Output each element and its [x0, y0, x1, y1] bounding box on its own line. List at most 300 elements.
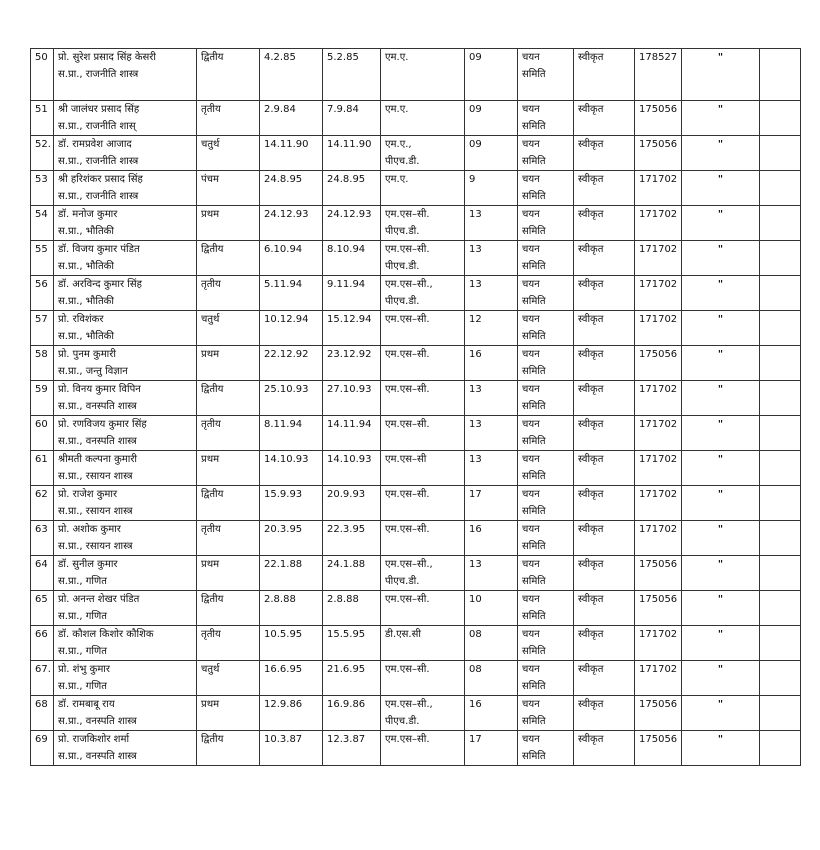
d2-text: 22.3.95: [327, 524, 366, 535]
d1-text: 10.5.95: [264, 629, 303, 640]
name-text: श्री हरिशंकर प्रसाद सिंह: [58, 174, 143, 185]
date-one-cell: [260, 661, 323, 696]
table-row: [31, 206, 801, 241]
sel-text: चयन: [522, 734, 540, 745]
count-cell: [465, 49, 518, 101]
post-line: स.प्रा., वनस्पति शास्त्र: [58, 401, 137, 412]
date-one-cell: [260, 136, 323, 171]
pay-cell: [635, 136, 682, 171]
ditto-mark-cell: [682, 276, 760, 311]
name-post-cell: [54, 521, 197, 556]
sel-text: चयन: [522, 699, 540, 710]
serial-number-cell: [31, 171, 54, 206]
serial-number-cell: [31, 591, 54, 626]
sel2-text: समिति: [522, 611, 546, 622]
mark-text: ": [717, 384, 724, 395]
qualification-cell: [381, 521, 465, 556]
pay-text: 175056: [639, 559, 678, 570]
pay-text: 175056: [639, 349, 678, 360]
n-text: 13: [469, 244, 482, 255]
n-text: 16: [469, 349, 482, 360]
status-text: स्वीकृत: [578, 104, 604, 115]
sn-text: 63: [35, 524, 48, 535]
pay-cell: [635, 591, 682, 626]
rank-text: तृतीय: [201, 629, 221, 640]
selection-cell: [518, 486, 574, 521]
blank-cell: [760, 276, 801, 311]
rank-text: चतुर्थ: [201, 664, 220, 675]
status-cell: [574, 311, 635, 346]
sel-text: चयन: [522, 629, 540, 640]
date-two-cell: [323, 346, 381, 381]
sel2-text: समिति: [522, 436, 546, 447]
rank-cell: [197, 731, 260, 766]
status-cell: [574, 136, 635, 171]
roster-body: [31, 49, 801, 766]
pay-text: 171702: [639, 384, 678, 395]
serial-number-cell: [31, 486, 54, 521]
status-cell: [574, 661, 635, 696]
sel-text: चयन: [522, 52, 540, 63]
selection-cell: [518, 171, 574, 206]
table-row: [31, 451, 801, 486]
post-line: स.प्रा., राजनीति शास्त्र: [58, 156, 139, 167]
sel2-text: समिति: [522, 541, 546, 552]
date-two-cell: [323, 661, 381, 696]
mark-text: ": [717, 489, 724, 500]
pay-cell: [635, 171, 682, 206]
mark-text: ": [717, 664, 724, 675]
date-one-cell: [260, 206, 323, 241]
n-text: 09: [469, 139, 482, 150]
ditto-mark-cell: [682, 661, 760, 696]
date-one-cell: [260, 311, 323, 346]
sel-text: चयन: [522, 454, 540, 465]
pay-cell: [635, 556, 682, 591]
post-line: स.प्रा., भौतिकी: [58, 296, 114, 307]
d1-text: 24.8.95: [264, 174, 303, 185]
rank-text: द्वितीय: [201, 384, 224, 395]
pay-text: 171702: [639, 664, 678, 675]
selection-cell: [518, 381, 574, 416]
ditto-mark-cell: [682, 206, 760, 241]
table-row: [31, 311, 801, 346]
d2-text: 24.12.93: [327, 209, 372, 220]
sn-text: 54: [35, 209, 48, 220]
ditto-mark-cell: [682, 486, 760, 521]
d1-text: 5.11.94: [264, 279, 303, 290]
selection-cell: [518, 101, 574, 136]
qualification-cell: [381, 276, 465, 311]
rank-cell: [197, 591, 260, 626]
d2-text: 15.12.94: [327, 314, 372, 325]
count-cell: [465, 276, 518, 311]
mark-text: ": [717, 349, 724, 360]
sel2-text: समिति: [522, 331, 546, 342]
name-text: डॉ. विजय कुमार पंडित: [58, 244, 140, 255]
d1-text: 10.12.94: [264, 314, 309, 325]
qualification-cell: [381, 486, 465, 521]
name-text: प्रो. शंभु कुमार: [58, 664, 110, 675]
post-line: स.प्रा., रसायन शास्त्र: [58, 541, 133, 552]
selection-cell: [518, 49, 574, 101]
sel2-text: समिति: [522, 716, 546, 727]
n-text: 16: [469, 699, 482, 710]
status-cell: [574, 49, 635, 101]
mark-text: ": [717, 419, 724, 430]
post-line: स.प्रा., गणित: [58, 611, 107, 622]
status-cell: [574, 731, 635, 766]
table-row: [31, 49, 801, 101]
post-line: स.प्रा., गणित: [58, 576, 107, 587]
pay-cell: [635, 451, 682, 486]
table-row: [31, 346, 801, 381]
n-text: 09: [469, 104, 482, 115]
sel2-text: समिति: [522, 191, 546, 202]
post-line: स.प्रा., रसायन शास्त्र: [58, 471, 133, 482]
selection-cell: [518, 416, 574, 451]
pay-text: 171702: [639, 209, 678, 220]
date-two-cell: [323, 556, 381, 591]
d2-text: 5.2.85: [327, 52, 359, 63]
table-row: [31, 731, 801, 766]
post-line: स.प्रा., गणित: [58, 681, 107, 692]
rank-cell: [197, 171, 260, 206]
mark-text: ": [717, 52, 724, 63]
serial-number-cell: [31, 206, 54, 241]
blank-cell: [760, 206, 801, 241]
d1-text: 8.11.94: [264, 419, 303, 430]
name-text: डॉ. रामप्रवेश आजाद: [58, 139, 132, 150]
mark-text: ": [717, 104, 724, 115]
pay-cell: [635, 696, 682, 731]
sn-text: 61: [35, 454, 48, 465]
sel2-text: समिति: [522, 576, 546, 587]
d2-text: 21.6.95: [327, 664, 366, 675]
name-post-cell: [54, 206, 197, 241]
selection-cell: [518, 206, 574, 241]
name-post-cell: [54, 486, 197, 521]
serial-number-cell: [31, 626, 54, 661]
status-cell: [574, 416, 635, 451]
qual-text: एम.एस–सी.: [385, 734, 430, 745]
ditto-mark-cell: [682, 521, 760, 556]
status-cell: [574, 241, 635, 276]
status-text: स्वीकृत: [578, 349, 604, 360]
table-row: [31, 241, 801, 276]
selection-cell: [518, 661, 574, 696]
date-two-cell: [323, 206, 381, 241]
date-two-cell: [323, 731, 381, 766]
rank-text: तृतीय: [201, 419, 221, 430]
count-cell: [465, 241, 518, 276]
qual-text: एम.ए.: [385, 174, 409, 185]
selection-cell: [518, 451, 574, 486]
name-text: प्रो. अशोक कुमार: [58, 524, 121, 535]
qual2-text: पीएच.डी.: [385, 716, 420, 727]
status-text: स्वीकृत: [578, 139, 604, 150]
sel-text: चयन: [522, 244, 540, 255]
rank-text: प्रथम: [201, 454, 220, 465]
qual-text: एम.एस–सी.: [385, 664, 430, 675]
sel2-text: समिति: [522, 366, 546, 377]
d2-text: 15.5.95: [327, 629, 366, 640]
d1-text: 24.12.93: [264, 209, 309, 220]
post-line: स.प्रा., जन्तु विज्ञान: [58, 366, 128, 377]
qual-text: डी.एस.सी: [385, 629, 421, 640]
rank-text: तृतीय: [201, 104, 221, 115]
date-two-cell: [323, 451, 381, 486]
rank-cell: [197, 101, 260, 136]
status-text: स्वीकृत: [578, 279, 604, 290]
rank-text: चतुर्थ: [201, 314, 220, 325]
qualification-cell: [381, 591, 465, 626]
status-text: स्वीकृत: [578, 629, 604, 640]
serial-number-cell: [31, 696, 54, 731]
name-post-cell: [54, 451, 197, 486]
name-post-cell: [54, 591, 197, 626]
mark-text: ": [717, 454, 724, 465]
d2-text: 24.8.95: [327, 174, 366, 185]
count-cell: [465, 416, 518, 451]
d2-text: 24.1.88: [327, 559, 366, 570]
blank-cell: [760, 416, 801, 451]
table-row: [31, 101, 801, 136]
table-row: [31, 276, 801, 311]
count-cell: [465, 661, 518, 696]
status-cell: [574, 486, 635, 521]
rank-cell: [197, 416, 260, 451]
selection-cell: [518, 696, 574, 731]
selection-cell: [518, 626, 574, 661]
rank-text: द्वितीय: [201, 244, 224, 255]
table-row: [31, 521, 801, 556]
serial-number-cell: [31, 381, 54, 416]
pay-cell: [635, 311, 682, 346]
sn-text: 68: [35, 699, 48, 710]
qual-text: एम.एस–सी.: [385, 489, 430, 500]
post-line: स.प्रा., वनस्पति शास्त्र: [58, 751, 137, 762]
rank-cell: [197, 49, 260, 101]
rank-cell: [197, 346, 260, 381]
sn-text: 52.: [35, 139, 51, 150]
d1-text: 6.10.94: [264, 244, 303, 255]
status-cell: [574, 381, 635, 416]
count-cell: [465, 521, 518, 556]
blank-cell: [760, 451, 801, 486]
d1-text: 2.8.88: [264, 594, 296, 605]
qual-text: एम.एस–सी.: [385, 349, 430, 360]
qualification-cell: [381, 381, 465, 416]
blank-cell: [760, 49, 801, 101]
status-cell: [574, 346, 635, 381]
n-text: 13: [469, 384, 482, 395]
name-post-cell: [54, 416, 197, 451]
qual-text: एम.एस–सी: [385, 454, 427, 465]
ditto-mark-cell: [682, 591, 760, 626]
pay-text: 171702: [639, 524, 678, 535]
date-one-cell: [260, 346, 323, 381]
sel2-text: समिति: [522, 401, 546, 412]
rank-cell: [197, 451, 260, 486]
date-one-cell: [260, 731, 323, 766]
post-line: स.प्रा., भौतिकी: [58, 226, 114, 237]
date-one-cell: [260, 276, 323, 311]
sel-text: चयन: [522, 384, 540, 395]
count-cell: [465, 556, 518, 591]
n-text: 08: [469, 664, 482, 675]
name-post-cell: [54, 241, 197, 276]
name-text: श्री जालंधर प्रसाद सिंह: [58, 104, 140, 115]
n-text: 13: [469, 209, 482, 220]
status-text: स्वीकृत: [578, 594, 604, 605]
pay-cell: [635, 346, 682, 381]
date-one-cell: [260, 696, 323, 731]
serial-number-cell: [31, 451, 54, 486]
sel-text: चयन: [522, 174, 540, 185]
pay-cell: [635, 521, 682, 556]
date-one-cell: [260, 241, 323, 276]
qual-text: एम.एस–सी.,: [385, 279, 433, 290]
sel-text: चयन: [522, 279, 540, 290]
count-cell: [465, 591, 518, 626]
status-text: स्वीकृत: [578, 52, 604, 63]
name-text: प्रो. राजकिशोर शर्मा: [58, 734, 130, 745]
pay-text: 171702: [639, 419, 678, 430]
mark-text: ": [717, 279, 724, 290]
name-text: डॉ. अरविन्द कुमार सिंह: [58, 279, 142, 290]
date-two-cell: [323, 49, 381, 101]
date-two-cell: [323, 171, 381, 206]
n-text: 12: [469, 314, 482, 325]
qualification-cell: [381, 241, 465, 276]
n-text: 16: [469, 524, 482, 535]
rank-cell: [197, 556, 260, 591]
n-text: 09: [469, 52, 482, 63]
name-text: डॉ. सुनील कुमार: [58, 559, 118, 570]
name-post-cell: [54, 49, 197, 101]
mark-text: ": [717, 524, 724, 535]
date-one-cell: [260, 381, 323, 416]
post-line: स.प्रा., भौतिकी: [58, 331, 114, 342]
d1-text: 10.3.87: [264, 734, 303, 745]
ditto-mark-cell: [682, 346, 760, 381]
date-one-cell: [260, 486, 323, 521]
name-text: डॉ. रामबाबू राय: [58, 699, 115, 710]
qual2-text: पीएच.डी.: [385, 576, 420, 587]
rank-text: प्रथम: [201, 559, 220, 570]
n-text: 9: [469, 174, 476, 185]
name-post-cell: [54, 311, 197, 346]
mark-text: ": [717, 594, 724, 605]
serial-number-cell: [31, 661, 54, 696]
table-row: [31, 136, 801, 171]
sn-text: 67.: [35, 664, 51, 675]
sel-text: चयन: [522, 349, 540, 360]
blank-cell: [760, 346, 801, 381]
mark-text: ": [717, 314, 724, 325]
sel2-text: समिति: [522, 156, 546, 167]
n-text: 17: [469, 734, 482, 745]
name-text: प्रो. रविशंकर: [58, 314, 104, 325]
count-cell: [465, 206, 518, 241]
name-post-cell: [54, 381, 197, 416]
serial-number-cell: [31, 276, 54, 311]
sel-text: चयन: [522, 314, 540, 325]
date-two-cell: [323, 521, 381, 556]
ditto-mark-cell: [682, 556, 760, 591]
qual-text: एम.ए.: [385, 104, 409, 115]
sel-text: चयन: [522, 664, 540, 675]
d2-text: 7.9.84: [327, 104, 359, 115]
table-row: [31, 591, 801, 626]
ditto-mark-cell: [682, 311, 760, 346]
d2-text: 20.9.93: [327, 489, 366, 500]
sn-text: 50: [35, 52, 48, 63]
status-text: स्वीकृत: [578, 419, 604, 430]
sn-text: 59: [35, 384, 48, 395]
blank-cell: [760, 521, 801, 556]
serial-number-cell: [31, 241, 54, 276]
qual-text: एम.एस–सी.,: [385, 559, 433, 570]
table-row: [31, 381, 801, 416]
selection-cell: [518, 241, 574, 276]
d2-text: 14.10.93: [327, 454, 372, 465]
rank-text: चतुर्थ: [201, 139, 220, 150]
rank-text: तृतीय: [201, 279, 221, 290]
d2-text: 2.8.88: [327, 594, 359, 605]
table-row: [31, 626, 801, 661]
d1-text: 15.9.93: [264, 489, 303, 500]
blank-cell: [760, 381, 801, 416]
status-cell: [574, 101, 635, 136]
sn-text: 62: [35, 489, 48, 500]
ditto-mark-cell: [682, 626, 760, 661]
sel-text: चयन: [522, 419, 540, 430]
pay-cell: [635, 241, 682, 276]
status-text: स्वीकृत: [578, 664, 604, 675]
status-text: स्वीकृत: [578, 524, 604, 535]
sn-text: 69: [35, 734, 48, 745]
rank-text: द्वितीय: [201, 489, 224, 500]
qual2-text: पीएच.डी.: [385, 156, 420, 167]
count-cell: [465, 311, 518, 346]
rank-cell: [197, 206, 260, 241]
table-row: [31, 486, 801, 521]
name-post-cell: [54, 556, 197, 591]
d1-text: 22.1.88: [264, 559, 303, 570]
name-text: डॉ. कौशल किशोर कौशिक: [58, 629, 154, 640]
sn-text: 65: [35, 594, 48, 605]
name-post-cell: [54, 626, 197, 661]
pay-text: 175056: [639, 594, 678, 605]
count-cell: [465, 486, 518, 521]
serial-number-cell: [31, 311, 54, 346]
sel2-text: समिति: [522, 471, 546, 482]
pay-cell: [635, 381, 682, 416]
status-cell: [574, 206, 635, 241]
rank-cell: [197, 521, 260, 556]
qualification-cell: [381, 101, 465, 136]
count-cell: [465, 626, 518, 661]
serial-number-cell: [31, 136, 54, 171]
date-one-cell: [260, 171, 323, 206]
status-text: स्वीकृत: [578, 384, 604, 395]
pay-text: 171702: [639, 174, 678, 185]
status-text: स्वीकृत: [578, 734, 604, 745]
qual-text: एम.ए.: [385, 52, 409, 63]
selection-cell: [518, 556, 574, 591]
